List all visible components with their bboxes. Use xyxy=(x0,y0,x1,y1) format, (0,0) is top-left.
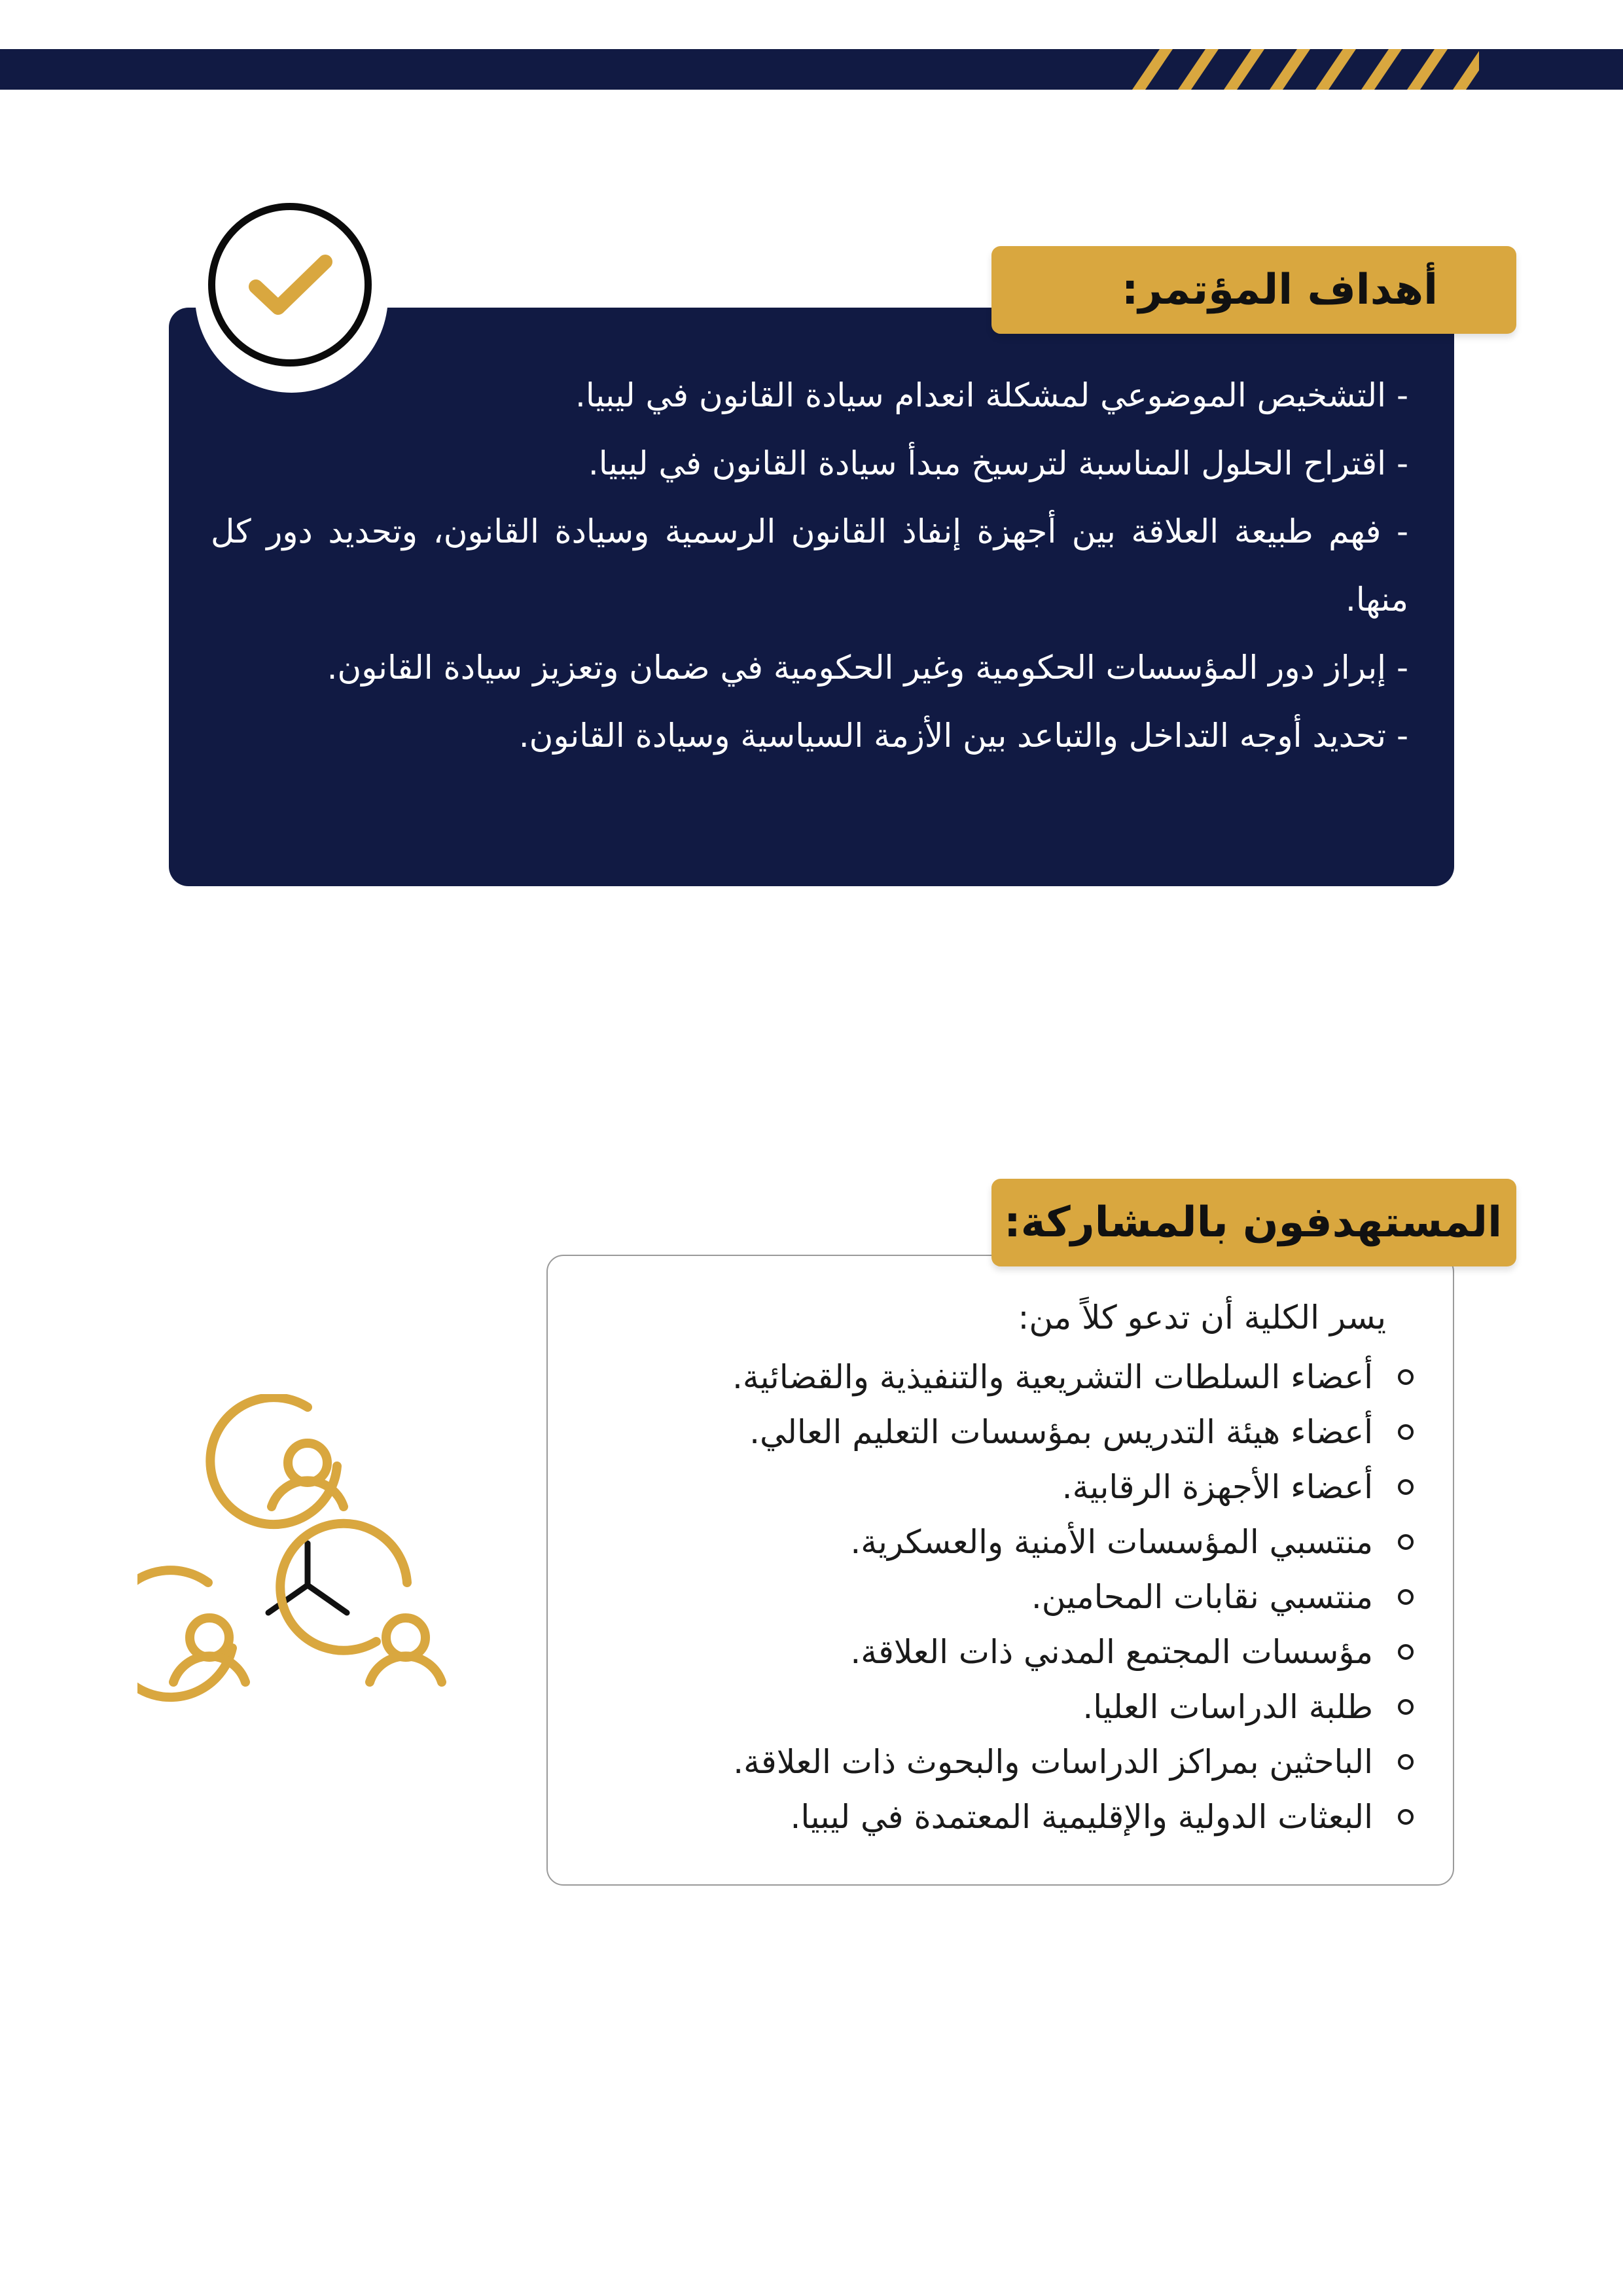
header-stripes xyxy=(1126,49,1479,90)
list-item xyxy=(563,1570,1414,1624)
participant-text: أعضاء السلطات التشريعية والتنفيذية والقضائية. xyxy=(732,1358,1373,1396)
checkmark-icon xyxy=(248,253,333,318)
participant-text: الباحثين بمراكز الدراسات والبحوث ذات العلاقة. xyxy=(733,1743,1373,1781)
participants-intro: يسر الكلية أن تدعو كلاً من: xyxy=(1018,1299,1386,1336)
check-circle-icon xyxy=(208,203,372,367)
bullet-icon xyxy=(1398,1699,1414,1715)
objective-item: - تحديد أوجه التداخل والتباعد بين الأزمة السياسية وسيادة القانون. xyxy=(518,717,1408,755)
list-item xyxy=(563,1460,1414,1515)
list-item xyxy=(563,1789,1414,1844)
participants-title: المستهدفون بالمشاركة: xyxy=(991,1179,1516,1266)
bullet-icon xyxy=(1398,1534,1414,1550)
objectives-list xyxy=(211,361,1408,770)
bullet-icon xyxy=(1398,1589,1414,1605)
list-item xyxy=(563,1624,1414,1679)
objective-item: - اقتراح الحلول المناسبة لترسيخ مبدأ سيادة القانون في ليبيا. xyxy=(588,444,1408,482)
participant-text: مؤسسات المجتمع المدني ذات العلاقة. xyxy=(850,1633,1373,1671)
bullet-icon xyxy=(1398,1369,1414,1385)
bullet-icon xyxy=(1398,1644,1414,1660)
list-item xyxy=(563,1679,1414,1734)
bullet-icon xyxy=(1398,1754,1414,1770)
objectives-title: أهداف المؤتمر: xyxy=(991,246,1516,334)
objective-item: - إبراز دور المؤسسات الحكومية وغير الحكومية في ضمان وتعزيز سيادة القانون. xyxy=(327,649,1408,687)
participant-text: طلبة الدراسات العليا. xyxy=(1082,1688,1373,1726)
list-item xyxy=(563,1405,1414,1460)
participants-list xyxy=(563,1350,1414,1844)
participant-text: البعثات الدولية والإقليمية المعتمدة في ليبيا. xyxy=(790,1798,1373,1836)
participant-text: منتسبي نقابات المحامين. xyxy=(1031,1578,1373,1616)
list-item xyxy=(563,1350,1414,1405)
objective-item: - التشخيص الموضوعي لمشكلة انعدام سيادة القانون في ليبيا. xyxy=(575,376,1408,414)
bullet-icon xyxy=(1398,1424,1414,1440)
list-item xyxy=(563,1515,1414,1570)
bullet-icon xyxy=(1398,1809,1414,1825)
objective-item: - فهم طبيعة العلاقة بين أجهزة إنفاذ القانون الرسمية وسيادة القانون، وتحديد دور كل منها. xyxy=(211,512,1408,619)
participant-text: أعضاء الأجهزة الرقابية. xyxy=(1061,1468,1373,1506)
people-network-icon xyxy=(137,1394,484,1721)
bullet-icon xyxy=(1398,1479,1414,1495)
participant-text: أعضاء هيئة التدريس بمؤسسات التعليم العالي. xyxy=(749,1413,1373,1451)
list-item xyxy=(563,1734,1414,1789)
participant-text: منتسبي المؤسسات الأمنية والعسكرية. xyxy=(850,1523,1373,1561)
